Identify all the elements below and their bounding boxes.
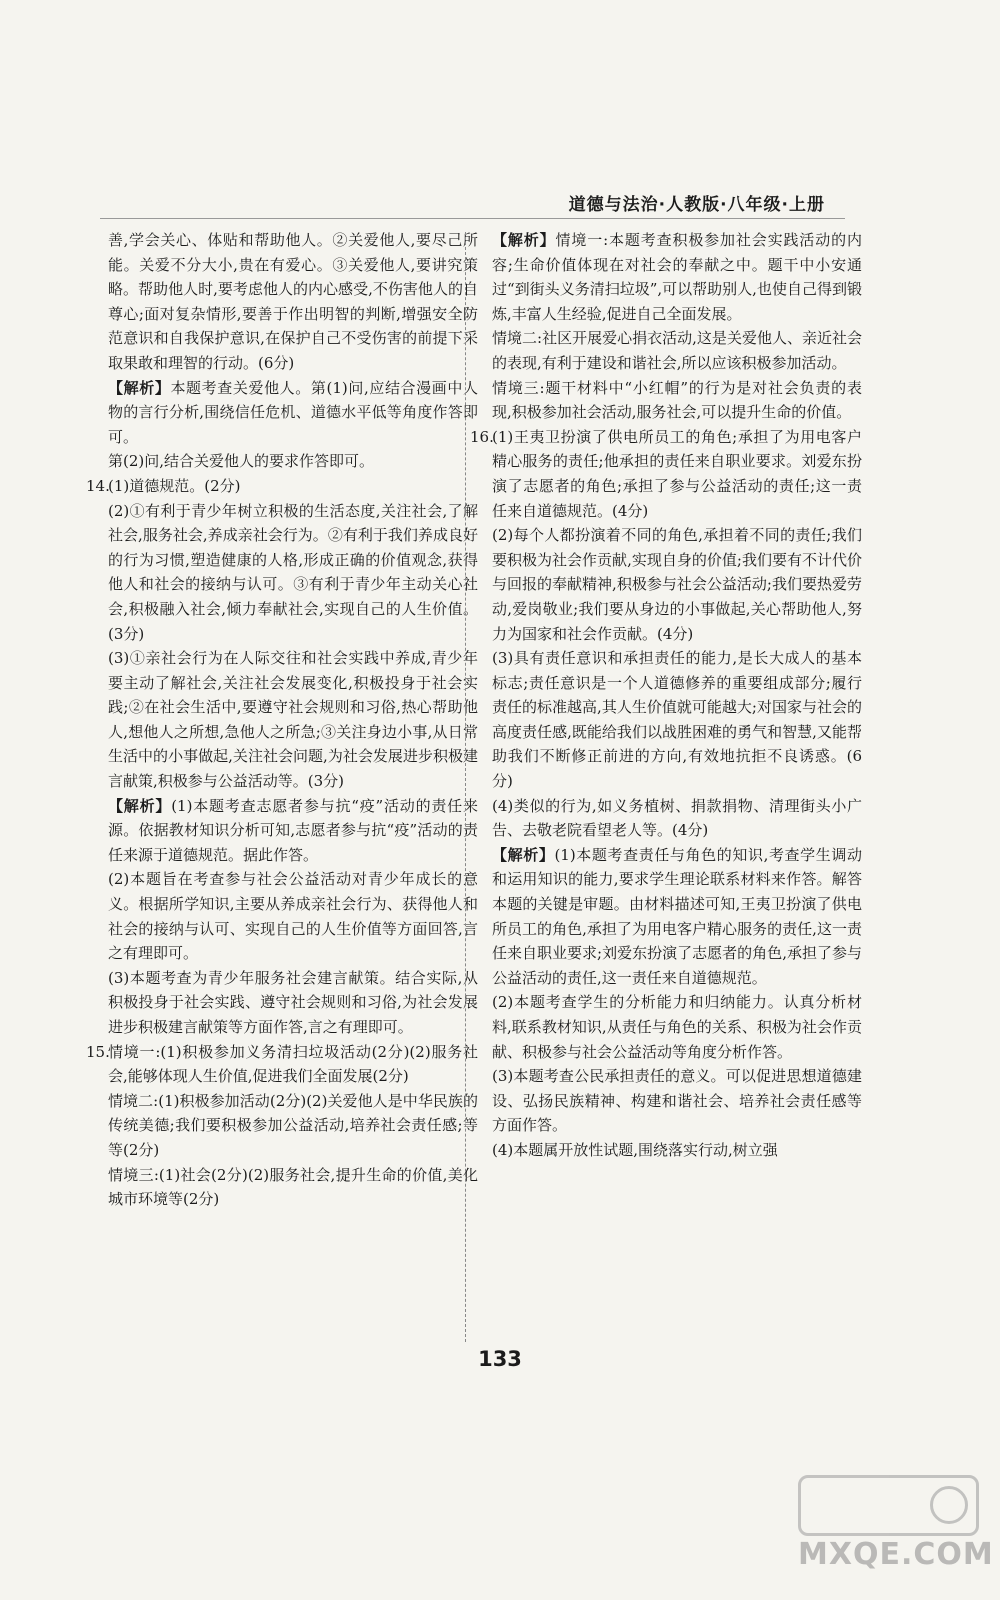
paragraph: (3)本题考查公民承担责任的意义。可以促进思想道德建设、弘扬民族精神、构建和谐社会、培养社会责任感等方面作答。: [492, 1067, 862, 1135]
analysis-tag: 【解析】: [492, 231, 556, 249]
question-16: 16. (1)王夷卫扮演了供电所员工的角色;承担了为用电客户精心服务的责任;他承担的责任来自职业要求。刘爱东扮演了志愿者的角色;承担了参与公益活动的责任;这一责任来自道德规范。(4分): [492, 425, 862, 523]
paragraph: 【解析】本题考查关爱他人。第(1)问,应结合漫画中人物的言行分析,围绕信任危机、道德水平低等角度作答即可。: [108, 378, 478, 446]
question-14: 14. (1)道德规范。(2分): [108, 474, 478, 499]
paragraph: (3)本题考查为青少年服务社会建言献策。结合实际,从积极投身于社会实践、遵守社会规则和习俗,为社会发展进步积极建言献策等方面作答,言之有理即可。: [108, 968, 478, 1036]
paragraph: (3)具有责任意识和承担责任的能力,是长大成人的基本标志;责任意识是一个人道德修养的重要组成部分;履行责任的标准越高,其人生价值就可能越大;对国家与社会的高度责任感,既能给我们以战胜困难的勇气和智慧,又能帮助我们不断修正前进的方向,有效地抗拒不良诱惑。(6分): [492, 649, 862, 791]
paragraph: (4)本题属开放性试题,围绕落实行动,树立强: [492, 1140, 778, 1159]
paragraph: 情境三:(1)社会(2分)(2)服务社会,提升生命的价值,美化城市环境等(2分): [108, 1165, 478, 1209]
paragraph: 【解析】情境一:本题考查积极参加社会实践活动的内容;生命价值体现在对社会的奉献之中。题干中小安通过“到街头义务清扫垃圾”,可以帮助别人,也使自己得到锻炼,丰富人生经验,促进自己全面发展。: [492, 231, 862, 323]
paragraph: 善,学会关心、体贴和帮助他人。②关爱他人,要尽己所能。关爱不分大小,贵在有爱心。③关爱他人,要讲究策略。帮助他人时,要考虑他人的内心感受,不伤害他人的自尊心;面对复杂情形,要善于作出明智的判断,增强安全防范意识和自我保护意识,在保护自己不受伤害的前提下采取果敢和理智的行动。(6分): [108, 231, 478, 372]
paragraph: (3)①亲社会行为在人际交往和社会实践中养成,青少年要主动了解社会,关注社会发展变化,积极投身于社会实践;②在社会生活中,要遵守社会规则和习俗,热心帮助他人,想他人之所想,急他人之所急;③关注身边小事,从日常生活中的小事做起,关注社会问题,为社会发展进步积极建言献策,积极参与公益活动等。(3分): [108, 649, 478, 791]
page-header: 道德与法治·人教版·八年级·上册: [568, 195, 825, 215]
column-divider: [465, 232, 466, 1342]
watermark-text: MXQE.COM: [798, 1537, 994, 1572]
paragraph: (2)①有利于青少年树立积极的生活态度,关注社会,了解社会,服务社会,养成亲社会行为。②有利于我们养成良好的行为习惯,塑造健康的人格,形成正确的价值观念,获得他人和社会的接纳与认可。③有利于青少年主动关心社会,积极融入社会,倾力奉献社会,实现自己的人生价值。(3分): [108, 501, 478, 643]
question-number: 14.: [86, 476, 110, 495]
page-number: 133: [478, 1347, 522, 1371]
analysis-tag: 【解析】: [108, 378, 171, 397]
right-column: [470, 228, 862, 1163]
left-column: [86, 228, 478, 1212]
question-number: 16.: [470, 427, 494, 446]
paragraph: 情境二:社区开展爱心捐衣活动,这是关爱他人、亲近社会的表现,有利于建设和谐社会,所以应该积极参加活动。: [492, 329, 862, 372]
paragraph: 【解析】(1)本题考查责任与角色的知识,考查学生调动和运用知识的能力,要求学生理论联系材料来作答。解答本题的关键是审题。由材料描述可知,王夷卫扮演了供电所员工的角色,承担了为用电客户精心服务的责任,这一责任来自职业要求;刘爱东扮演了志愿者的角色,承担了参与公益活动的责任,这一责任来自道德规范。: [492, 845, 862, 987]
paragraph: 第(2)问,结合关爱他人的要求作答即可。: [108, 452, 375, 471]
analysis-tag: 【解析】: [492, 845, 555, 864]
paragraph: (4)类似的行为,如义务植树、捐款捐物、清理街头小广告、去敬老院看望老人等。(4分): [492, 796, 862, 840]
header-divider: [100, 218, 845, 219]
paragraph: (2)每个人都扮演着不同的角色,承担着不同的责任;我们要积极为社会作贡献,实现自身的价值;我们要有不计代价与回报的奉献精神,积极参与社会公益活动;我们要热爱劳动,爱岗敬业;我们要从身边的小事做起,关心帮助他人,努力为国家和社会作贡献。(4分): [492, 526, 862, 643]
paragraph: 情境三:题干材料中“小红帽”的行为是对社会负责的表现,积极参加社会活动,服务社会,可以提升生命的价值。: [492, 378, 862, 422]
paragraph: (2)本题考查学生的分析能力和归纳能力。认真分析材料,联系教材知识,从责任与角色的关系、积极为社会作贡献、积极参与社会公益活动等角度分析作答。: [492, 993, 862, 1061]
question-number: 15.: [86, 1042, 110, 1061]
analysis-tag: 【解析】: [108, 796, 172, 815]
paragraph: (2)本题旨在考查参与社会公益活动对青少年成长的意义。根据所学知识,主要从养成亲社会行为、获得他人和社会的接纳与认可、实现自己的人生价值等方面回答,言之有理即可。: [108, 870, 478, 963]
paragraph: 情境二:(1)积极参加活动(2分)(2)关爱他人是中华民族的传统美德;我们要积极参加公益活动,培养社会责任感;等等(2分): [108, 1091, 478, 1159]
paragraph: 【解析】(1)本题考查志愿者参与抗“疫”活动的责任来源。依据教材知识分析可知,志愿者参与抗“疫”活动的责任来源于道德规范。据此作答。: [108, 796, 478, 864]
watermark: [798, 1475, 994, 1572]
watermark-logo-icon: [798, 1475, 979, 1536]
question-15: 15. 情境一:(1)积极参加义务清扫垃圾活动(2分)(2)服务社会,能够体现人生价值,促进我们全面发展(2分): [108, 1040, 478, 1089]
